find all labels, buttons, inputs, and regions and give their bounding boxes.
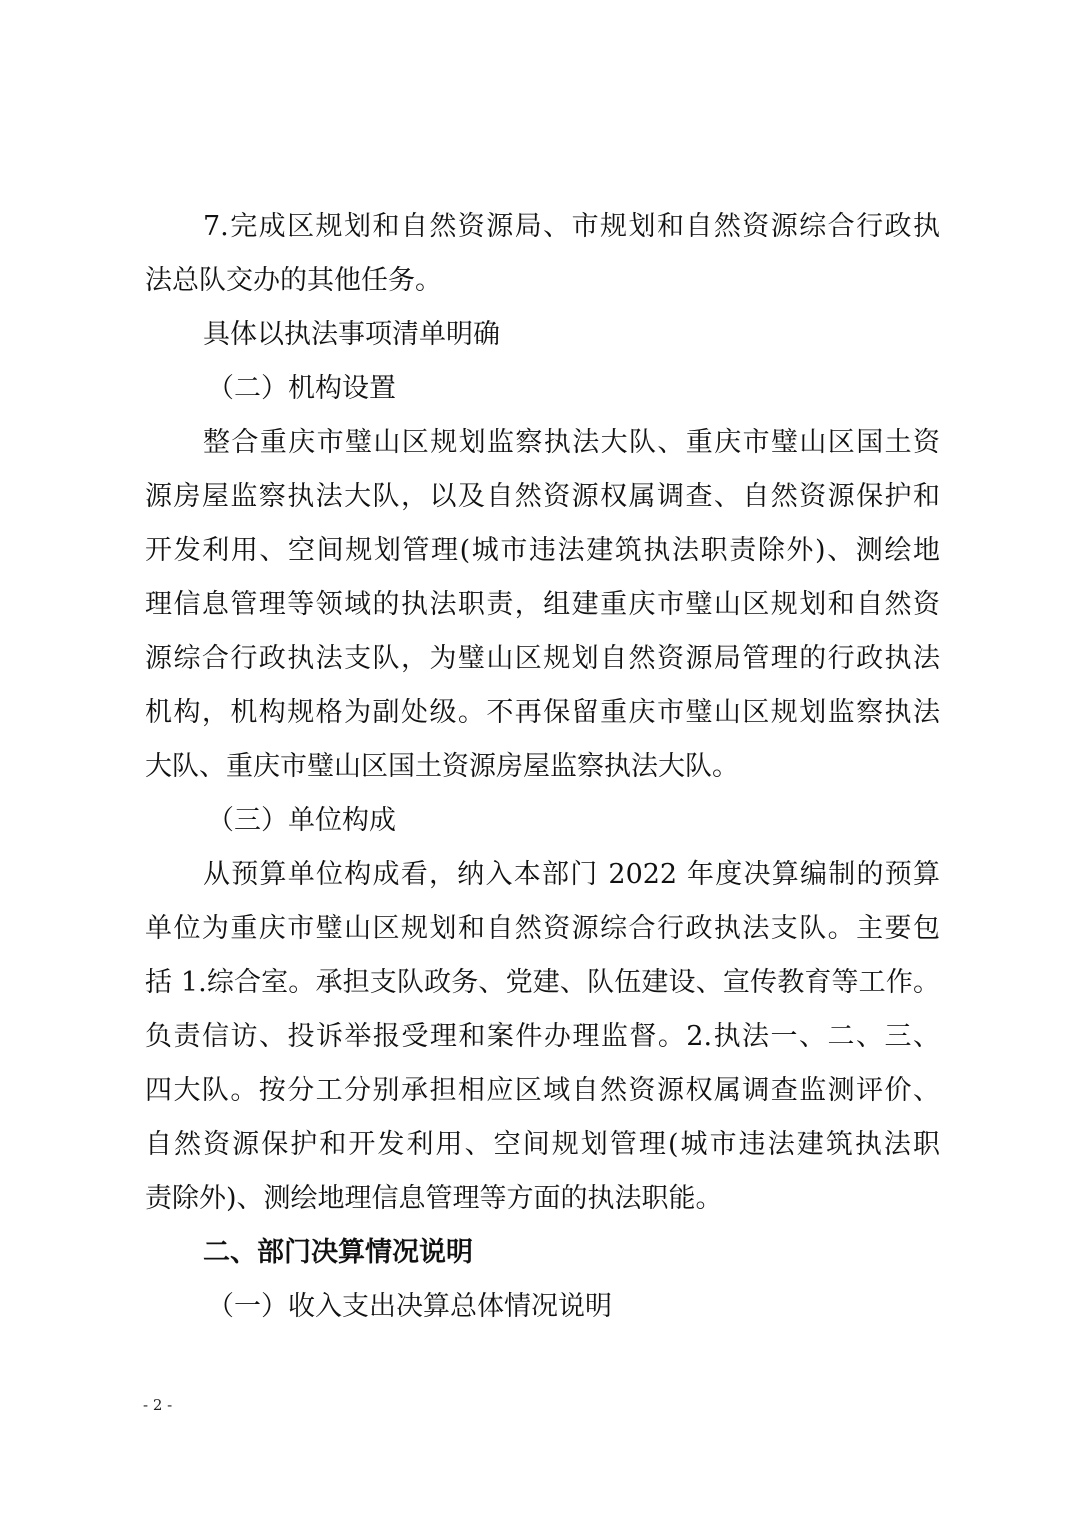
section-heading: （一）收入支出决算总体情况说明 <box>207 1291 612 1322</box>
paragraph-line: 单位为重庆市璧山区规划和自然资源综合行政执法支队。主要包 <box>145 913 940 944</box>
section-heading: （二）机构设置 <box>207 373 396 404</box>
paragraph-line: 从预算单位构成看，纳入本部门 2022 年度决算编制的预算 <box>203 859 940 890</box>
paragraph-line: 四大队。按分工分别承担相应区域自然资源权属调查监测评价、 <box>145 1075 940 1106</box>
paragraph-line: 具体以执法事项清单明确 <box>203 319 500 350</box>
paragraph-line: 负责信访、投诉举报受理和案件办理监督。2.执法一、二、三、 <box>145 1021 940 1052</box>
paragraph-line: 整合重庆市璧山区规划监察执法大队、重庆市璧山区国土资 <box>203 427 940 458</box>
paragraph-line: 源综合行政执法支队，为璧山区规划自然资源局管理的行政执法 <box>145 643 940 674</box>
paragraph-line: 开发利用、空间规划管理(城市违法建筑执法职责除外)、测绘地 <box>145 535 940 566</box>
document-body <box>145 200 940 1334</box>
chapter-heading: 二、部门决算情况说明 <box>203 1237 473 1268</box>
paragraph-line: 责除外)、测绘地理信息管理等方面的执法职能。 <box>145 1183 723 1214</box>
paragraph-line: 机构，机构规格为副处级。不再保留重庆市璧山区规划监察执法 <box>145 697 940 728</box>
paragraph-line: 法总队交办的其他任务。 <box>145 265 442 296</box>
section-heading: （三）单位构成 <box>207 805 396 836</box>
paragraph-line: 括 1.综合室。承担支队政务、党建、队伍建设、宣传教育等工作。 <box>145 967 940 998</box>
paragraph-line: 源房屋监察执法大队，以及自然资源权属调查、自然资源保护和 <box>145 481 940 512</box>
paragraph-line: 理信息管理等领域的执法职责，组建重庆市璧山区规划和自然资 <box>145 589 940 620</box>
page-number: - 2 - <box>143 1396 173 1414</box>
paragraph-line: 自然资源保护和开发利用、空间规划管理(城市违法建筑执法职 <box>145 1129 940 1160</box>
paragraph-line: 7.完成区规划和自然资源局、市规划和自然资源综合行政执 <box>203 211 940 242</box>
paragraph-line: 大队、重庆市璧山区国土资源房屋监察执法大队。 <box>145 751 739 782</box>
